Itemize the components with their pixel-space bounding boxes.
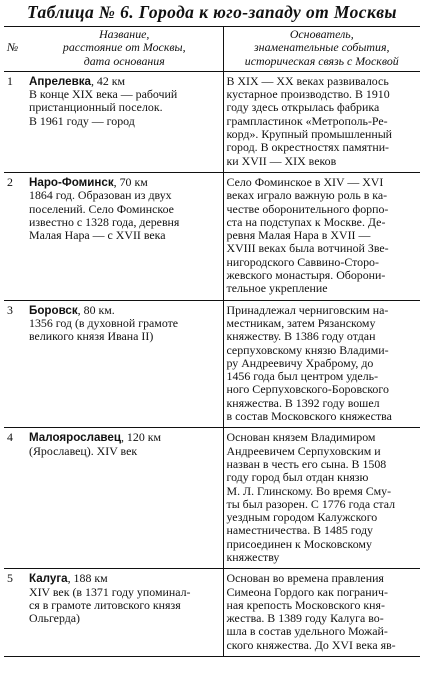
city-text-line: 1356 год (в духовной грамоте <box>29 315 179 330</box>
city-name: Калуга <box>29 572 68 586</box>
city-text-line: великого князя Ивана II) <box>29 329 154 344</box>
info-text-line: честве оборонительного форпо- <box>226 201 389 216</box>
header-info-line: знаменательные события, <box>254 40 390 55</box>
info-text-line: княжества. В 1392 году вошел <box>226 395 380 410</box>
info-text-line: М. Л. Глинскому. Во время Сму- <box>226 483 392 498</box>
header-info <box>223 27 420 72</box>
city-text-line: 1864 год. Образован из двух <box>29 188 172 203</box>
city-distance: , 188 км <box>67 571 108 586</box>
city-text-line: Ольгерда) <box>29 611 81 626</box>
header-info-line: Основатель, <box>289 27 354 41</box>
info-text-line: наместничества. В 1485 году <box>226 523 373 538</box>
city-distance: , 80 км. <box>77 302 115 317</box>
row-number: 3 <box>4 300 26 428</box>
info-cell <box>223 569 420 657</box>
info-text-line: в состав Московского княжества <box>226 409 392 424</box>
info-text-line: 1456 года был центром удель- <box>226 369 379 384</box>
city-cell <box>26 71 223 172</box>
document-page <box>4 2 420 657</box>
city-distance: , 70 км <box>113 174 148 189</box>
header-city-line: расстояние от Москвы, <box>62 40 186 55</box>
table-row <box>4 300 420 428</box>
info-cell <box>223 300 420 428</box>
city-text-line: Малая Нара — с XVII века <box>29 228 166 243</box>
city-name: Апрелевка <box>29 74 91 88</box>
header-city-line: дата основания <box>83 53 165 68</box>
table-row <box>4 428 420 569</box>
city-name: Наро-Фоминск <box>29 175 114 189</box>
info-text-line: ты был разорен. С 1776 года стал <box>226 496 396 511</box>
city-cell <box>26 428 223 569</box>
table-row <box>4 71 420 172</box>
info-text-line: город. В окрестностях памятни- <box>226 140 390 155</box>
info-text-line: ру Андреевичу Храброму, до <box>226 355 374 370</box>
city-name: Малоярославец <box>29 431 121 445</box>
info-text-line: Принадлежал черниговским на- <box>226 302 389 317</box>
info-text-line: Село Фоминское в XIV — XVI <box>226 174 384 189</box>
info-cell <box>223 172 420 300</box>
info-text-line: Основан князем Владимиром <box>226 430 376 445</box>
city-text-line: (Ярославец). XIV век <box>29 443 138 458</box>
info-text-line: княжеству. В 1386 году отдан <box>226 329 376 344</box>
info-text-line: веках играло важную роль в ка- <box>226 188 388 203</box>
table-title: Таблица № 6. Города к юго-западу от Москвы <box>27 2 397 22</box>
table-row <box>4 172 420 300</box>
row-number: 2 <box>4 172 26 300</box>
info-text-line: местникам, затем Рязанскому <box>226 315 376 330</box>
city-distance: , 42 км <box>90 73 126 88</box>
table-header-row <box>4 27 420 72</box>
info-text-line: ревня Малая Нара в XVII — <box>226 228 371 243</box>
city-text-line: известно с 1328 года, деревня <box>29 214 180 229</box>
info-text-line: кустарное производство. В 1910 <box>226 87 390 102</box>
header-number <box>4 27 26 72</box>
info-text-line: княжеству <box>226 549 280 564</box>
city-text-line: XIV век (в 1371 году упоминал- <box>29 584 191 599</box>
info-text-line: корд». Крупный промышленный <box>226 127 393 142</box>
city-text-line: В конце XIX века — рабочий <box>29 87 178 102</box>
city-text-line: В 1961 году — город <box>29 113 135 128</box>
info-text-line: ки XVII — XIX веков <box>226 153 337 168</box>
info-text-line: грампластинок «Метрополь-Ре- <box>226 113 388 128</box>
info-text-line: ста на подступах к Москве. Де- <box>226 214 386 229</box>
info-text-line: XVIII веках была вотчиной Зве- <box>226 241 389 256</box>
city-heading <box>29 176 220 189</box>
city-distance: , 120 км <box>120 430 162 445</box>
info-text-line: нигородского Саввино-Сторо- <box>226 254 379 269</box>
info-text-line: жества. В 1389 году Калуга во- <box>226 611 384 626</box>
header-city-line: Название, <box>99 27 150 41</box>
city-cell <box>26 172 223 300</box>
table-body <box>4 71 420 656</box>
city-cell <box>26 569 223 657</box>
row-number: 5 <box>4 569 26 657</box>
info-text-line: ского княжества. До XVI века яв- <box>226 637 396 652</box>
info-text-line: серпуховскому князю Владими- <box>226 342 389 357</box>
info-text-line: Андреевичем Серпуховским и <box>226 443 381 458</box>
header-info-line: историческая связь с Москвой <box>244 53 399 68</box>
info-text-line: уездным городом Калужского <box>226 510 378 525</box>
table-row <box>4 569 420 657</box>
city-text-line: поселений. Село Фоминское <box>29 201 174 216</box>
info-text-line: жевского монастыря. Оборони- <box>226 268 386 283</box>
info-text-line: Симеона Гордого как погранич- <box>226 584 388 599</box>
city-heading <box>29 431 220 444</box>
info-text-line: В XIX — XX веках развивалось <box>226 73 389 88</box>
info-text-line: присоединен к Московскому <box>226 536 372 551</box>
info-text-line: тельное укрепление <box>226 281 328 296</box>
city-cell <box>26 300 223 428</box>
header-city <box>26 27 223 72</box>
header-number-label: № <box>7 40 19 55</box>
info-cell <box>223 428 420 569</box>
city-heading <box>29 572 220 585</box>
info-cell <box>223 71 420 172</box>
info-text-line: году здесь открылась фабрика <box>226 100 380 115</box>
info-text-line: ного Серпуховского-Боровского <box>226 382 389 397</box>
info-text-line: Основан во времена правления <box>226 571 384 586</box>
city-heading <box>29 304 220 317</box>
info-text-line: ная крепость Московского кня- <box>226 597 385 612</box>
city-text-line: пристанционный поселок. <box>29 100 163 115</box>
city-heading <box>29 75 220 88</box>
row-number: 4 <box>4 428 26 569</box>
info-text-line: назван в честь его сына. В 1508 <box>226 456 387 471</box>
info-text-line: шла в состав удельного Можай- <box>226 624 388 639</box>
info-text-line: году город был отдан князю <box>226 470 369 485</box>
cities-table <box>4 26 420 657</box>
city-text-line: ся в грамоте литовского князя <box>29 597 181 612</box>
row-number: 1 <box>4 71 26 172</box>
city-name: Боровск <box>29 303 78 317</box>
